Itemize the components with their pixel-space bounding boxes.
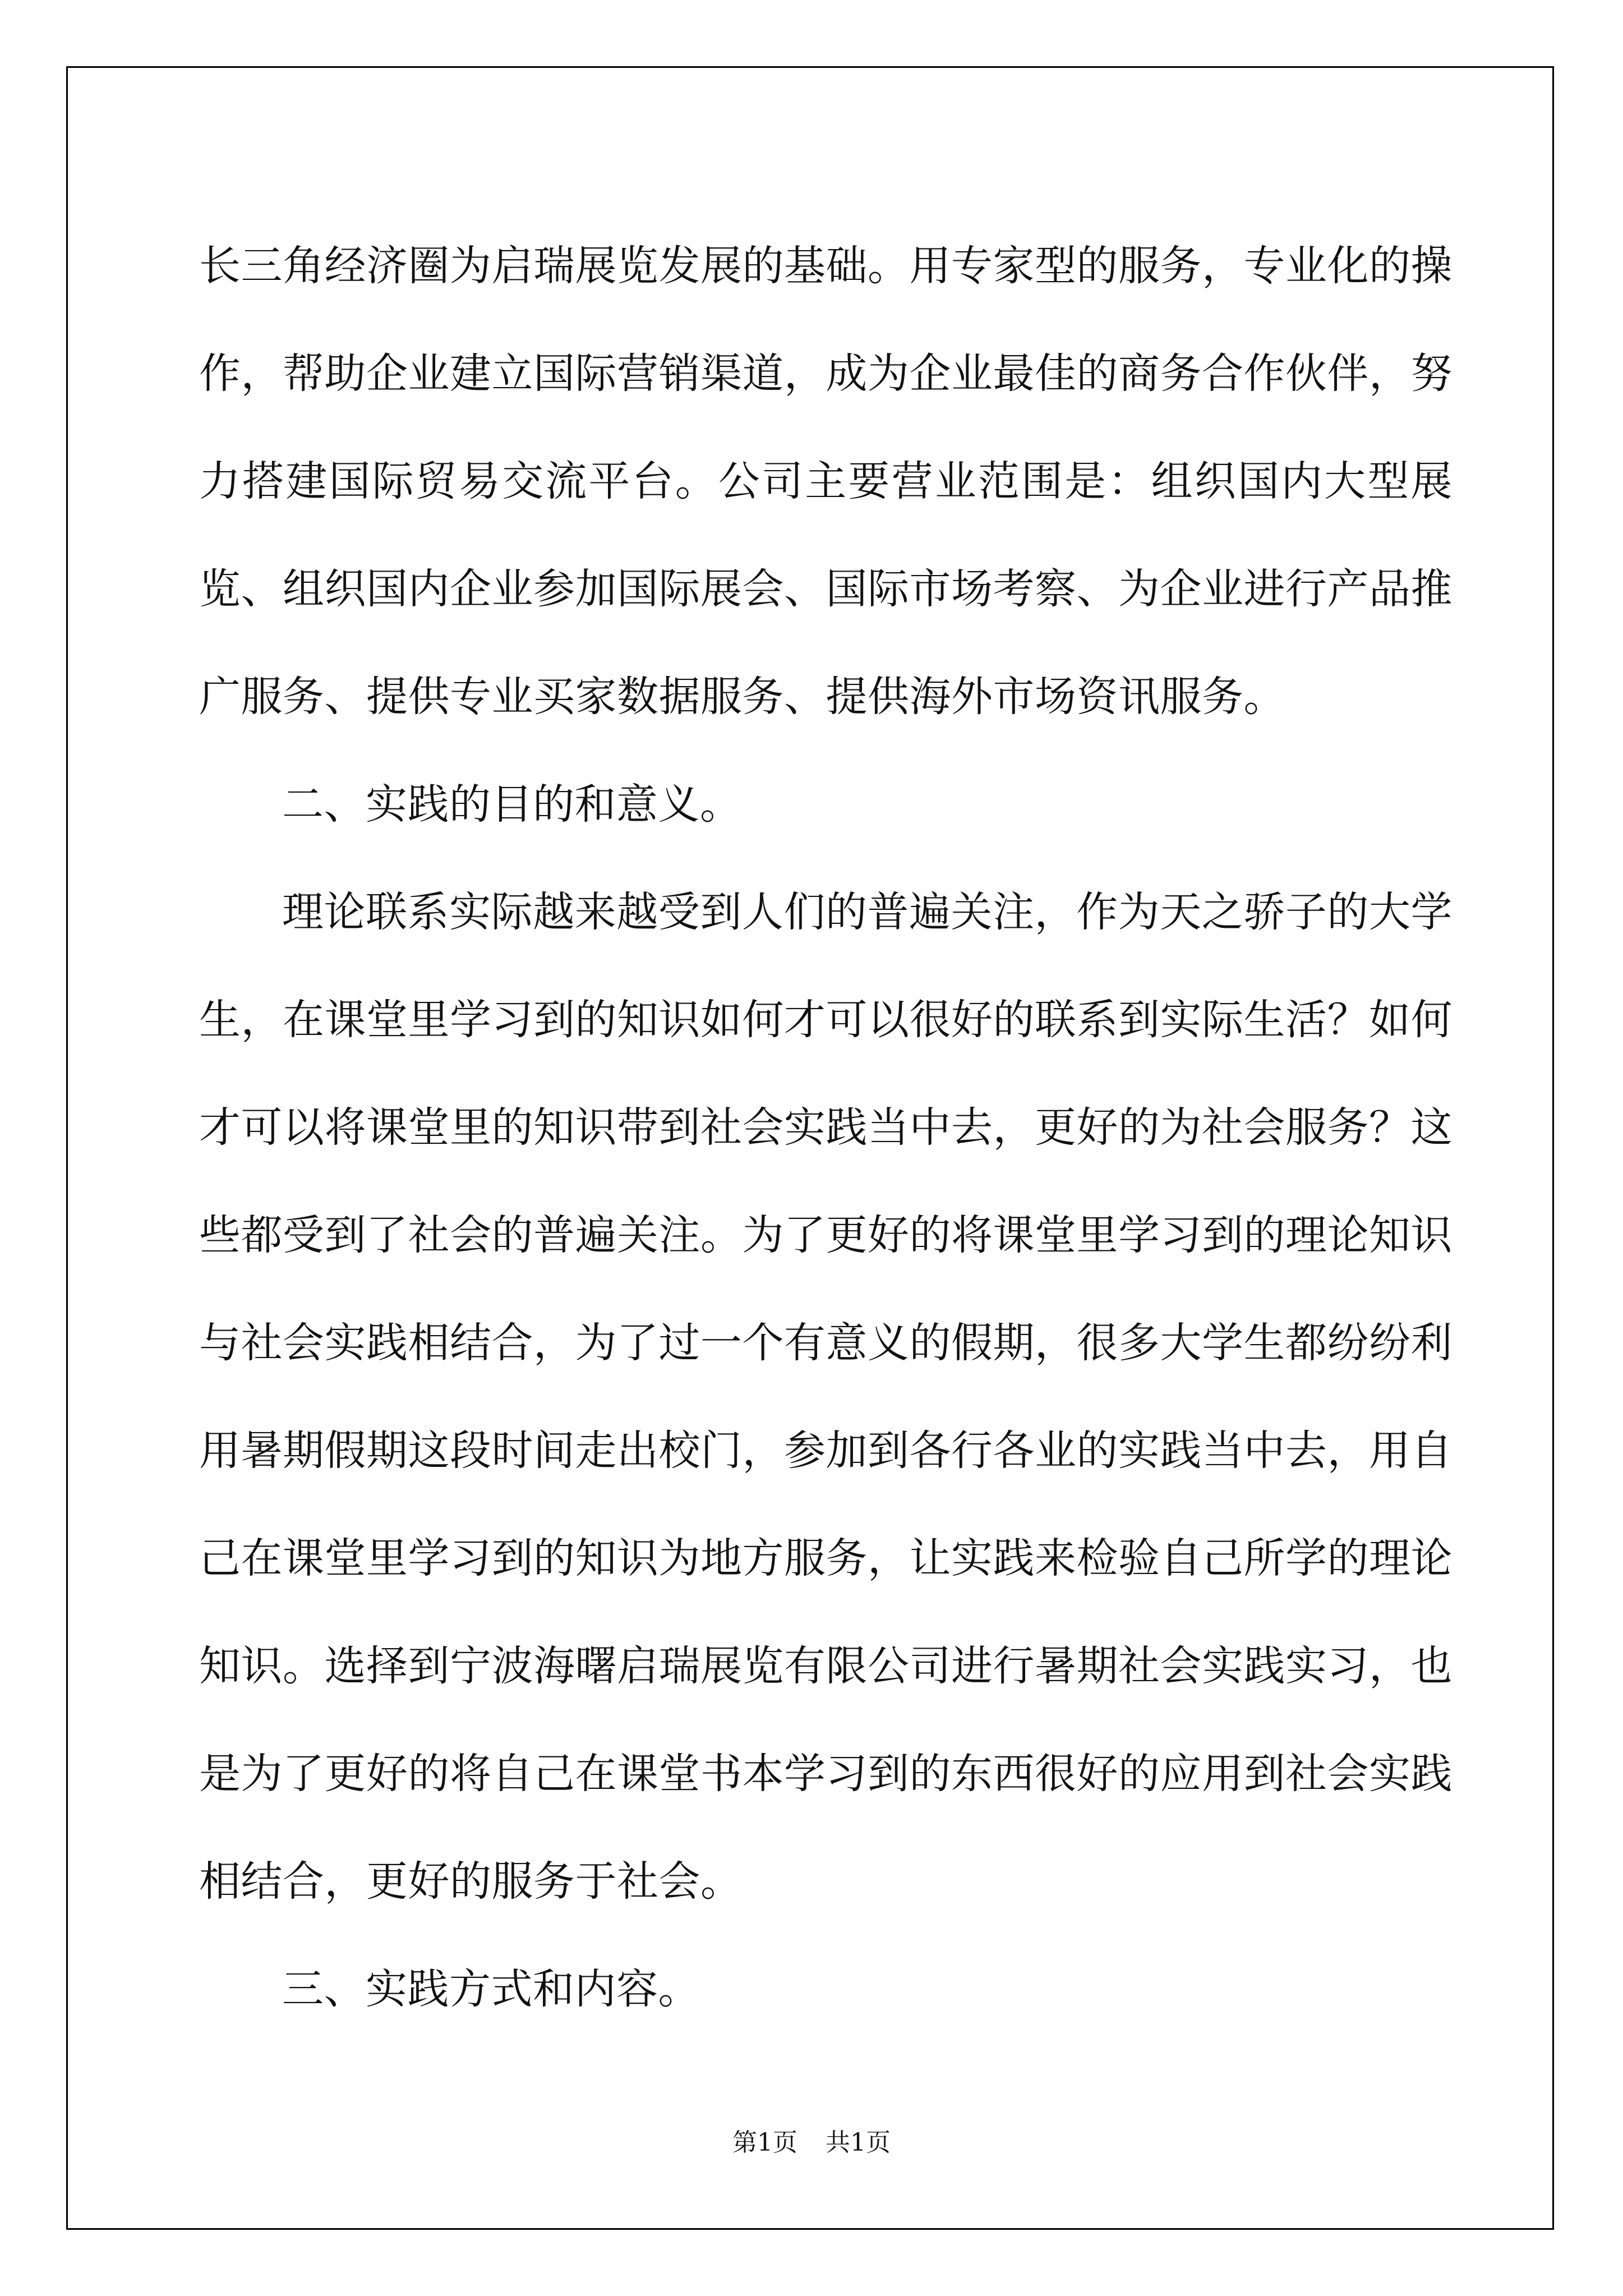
section-heading-method: 三、实践方式和内容。 xyxy=(282,1965,700,2013)
section-heading-purpose: 二、实践的目的和意义。 xyxy=(282,780,742,829)
paragraph-purpose: 理论联系实际越来越受到人们的普遍关注，作为天之骄子的大学生，在课堂里学习到的知识如何才可以很好的联系到实际生活？如何才可以将课堂里的知识带到社会实践当中去，更好的为社会服务？这些都受到了社会的普遍关注。为了更好的将课堂里学习到的理论知识与社会实践相结合，为了过一个有意义的假期，很多大学生都纷纷利用暑期假期这段时间走出校门，参加到各行各业的实践当中去，用自己在课堂里学习到的知识为地方服务，让实践来检验自己所学的理论知识。选择到宁波海曙启瑞展览有限公司进行暑期社会实践实习，也是为了更好的将自己在课堂书本学习到的东西很好的应用到社会实践相结合，更好的服务于社会。 xyxy=(199,888,1453,1906)
page-footer xyxy=(0,2122,1623,2158)
page-number-current: 第1页 xyxy=(732,2128,797,2157)
document-body xyxy=(199,212,1453,2043)
page-number-total: 共1页 xyxy=(826,2128,891,2157)
paragraph-company-scope: 长三角经济圈为启瑞展览发展的基础。用专家型的服务，专业化的操作，帮助企业建立国际营销渠道，成为企业最佳的商务合作伙伴，努力搭建国际贸易交流平台。公司主要营业范围是：组织国内大型展览、组织国内企业参加国际展会、国际市场考察、为企业进行产品推广服务、提供专业买家数据服务、提供海外市场资讯服务。 xyxy=(199,242,1453,721)
